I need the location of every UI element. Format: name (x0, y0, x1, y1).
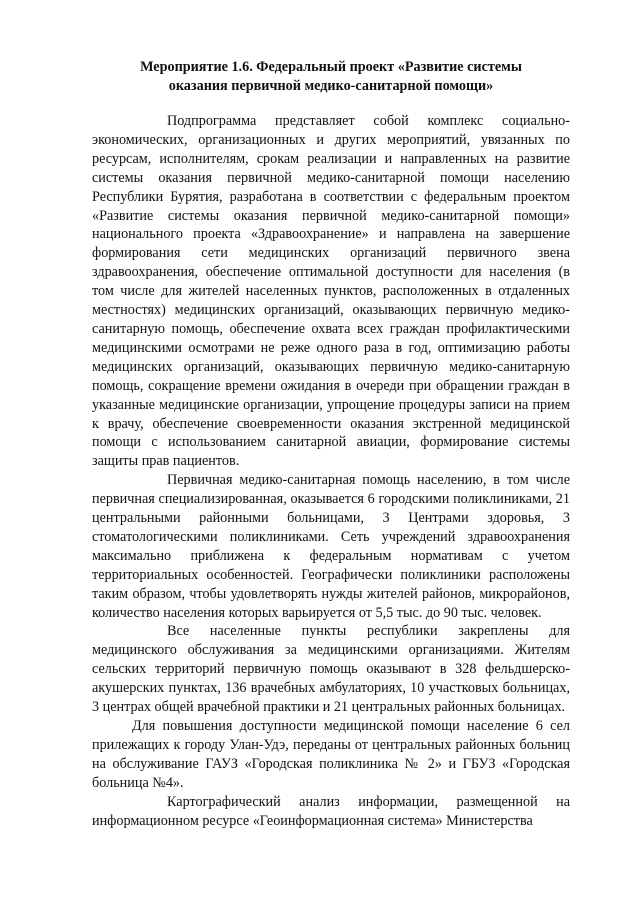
paragraph-accessibility: Для повышения доступности медицинской помощи население 6 сел прилежащих к городу Улан-Удэ, переданы от центральных районных больниц на обслуживание ГАУЗ «Городская поликлиника № 2» и ГБУЗ «Городская больница №4». (92, 718, 570, 791)
section-title-line-1: Мероприятие 1.6. Федеральный проект «Развитие системы (140, 59, 522, 75)
paragraph-primary-care: Первичная медико-санитарная помощь населению, в том числе первичная специализированная, оказывается 6 городскими поликлиниками, 21 центральными районными больницами, 3 Центрами здоровья, 3 стоматологическими поликлиниками. Сеть учреждений здравоохранения максимально приближена к федеральным нормативам с учетом территориальных особенностей. Географически поликлиники расположены таким образом, чтобы удовлетворять нужды жителей районов, микрорайонов, количество населения которых варьируется от 5,5 тыс. до 90 тыс. человек. (92, 472, 570, 621)
section-title (92, 58, 570, 96)
section-title-line-2: оказания первичной медико-санитарной помощи» (168, 78, 494, 94)
paragraph-settlements: Все населенные пункты республики закреплены для медицинского обслуживания за медицинскими организациями. Жителям сельских территорий первичную помощь оказывают в 328 фельдшерско-акушерских пунктах, 136 врачебных амбулаториях, 10 участковых больницах, 3 центрах общей врачебной практики и 21 центральных районных больницах. (92, 623, 570, 716)
paragraph-cartographic: Картографический анализ информации, размещенной на информационном ресурсе «Геоинформационная система» Министерства (92, 793, 570, 829)
paragraph-subprogram: Подпрограмма представляет собой комплекс социально-экономических, организационных и других мероприятий, увязанных по ресурсам, исполнителям, срокам реализации и направленных на развитие системы оказания первичной медико-санитарной помощи населению Республики Бурятия, разработана в соответствии с федеральным проектом «Развитие системы оказания первичной медико-санитарной помощи» национального проекта «Здравоохранение» и направлена на завершение формирования сети медицинских организаций первичного звена здравоохранения, обеспечение оптимальной доступности для населения (в том числе для жителей населенных пунктов, расположенных в отдаленных местностях) медицинских организаций, оказывающих первичную медико-санитарную помощь, обеспечение охвата всех граждан профилактическими медицинскими осмотрами не реже одного раза в год, оптимизацию работы медицинских организаций, оказывающих первичную медико-санитарную помощь, сокращение времени ожидания в очереди при обращении граждан в указанные медицинские организации, упрощение процедуры записи на прием к врачу, обеспечение своевременности оказания экстренной медицинской помощи с использованием санитарной авиации, формирование системы защиты прав пациентов. (92, 113, 570, 470)
document-page (92, 58, 570, 830)
